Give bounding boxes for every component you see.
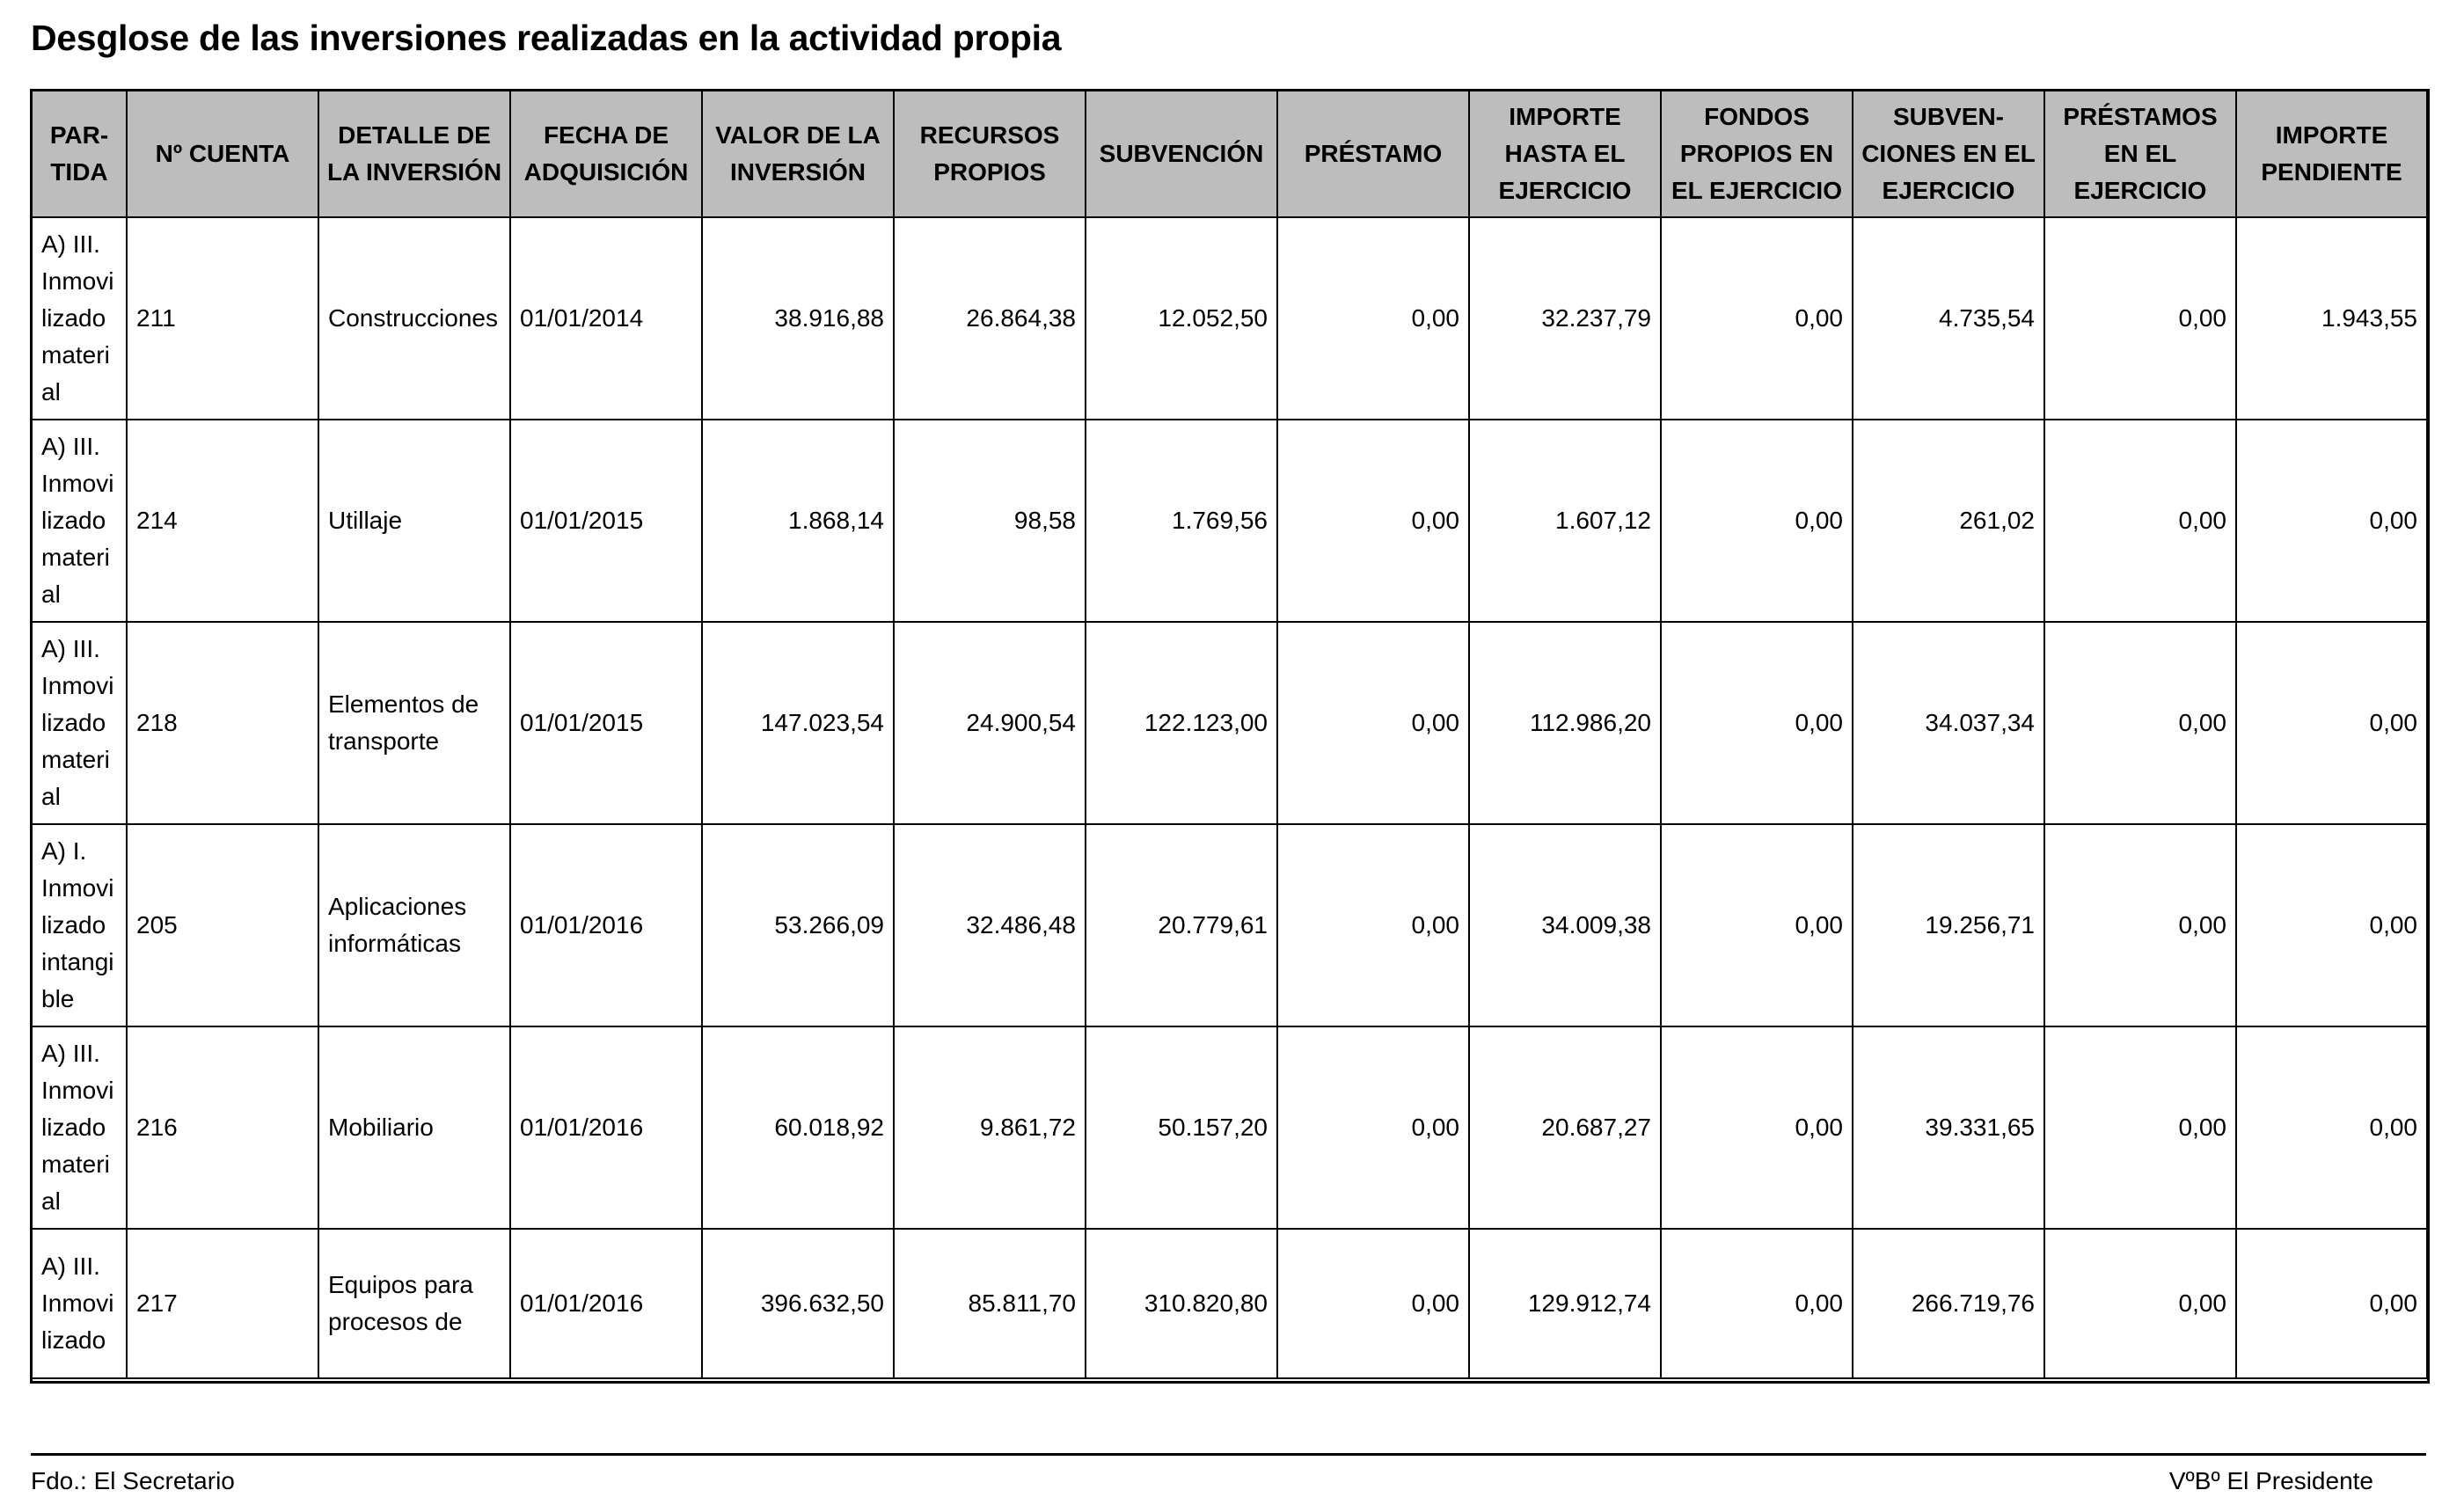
cell-partida: A) III. Inmovi lizado	[32, 1229, 127, 1378]
cell-prestamos-ejercicio: 0,00	[2044, 1026, 2236, 1229]
cell-detalle: Aplicaciones informáticas	[318, 824, 510, 1026]
cell-recursos: 98,58	[894, 420, 1086, 622]
cell-importe-pendiente: 0,00	[2236, 420, 2427, 622]
cell-detalle: Utillaje	[318, 420, 510, 622]
cell-cuenta: 214	[127, 420, 318, 622]
cell-cuenta: 216	[127, 1026, 318, 1229]
cell-subvencion: 1.769,56	[1086, 420, 1277, 622]
header-prestamo: PRÉSTAMO	[1277, 91, 1469, 217]
cell-partida: A) III. Inmovi lizado materi al	[32, 1026, 127, 1229]
cell-detalle: Mobiliario	[318, 1026, 510, 1229]
cell-subvencion: 12.052,50	[1086, 217, 1277, 420]
cell-valor: 147.023,54	[702, 622, 894, 824]
cell-fecha: 01/01/2016	[510, 1229, 702, 1378]
header-partida: PAR- TIDA	[32, 91, 127, 217]
header-subvencion: SUBVENCIÓN	[1086, 91, 1277, 217]
cell-importe-pendiente: 0,00	[2236, 622, 2427, 824]
cell-cuenta: 205	[127, 824, 318, 1026]
cell-valor: 396.632,50	[702, 1229, 894, 1378]
cell-importe-pendiente: 1.943,55	[2236, 217, 2427, 420]
cell-subvenciones-ejercicio: 34.037,34	[1853, 622, 2044, 824]
table-row	[32, 824, 2427, 1026]
header-subvenciones-ejercicio: SUBVEN- CIONES EN EL EJERCICIO	[1853, 91, 2044, 217]
footer-divider	[31, 1453, 2426, 1456]
cell-recursos: 24.900,54	[894, 622, 1086, 824]
cell-partida: A) III. Inmovi lizado materi al	[32, 217, 127, 420]
cell-valor: 53.266,09	[702, 824, 894, 1026]
cell-subvenciones-ejercicio: 39.331,65	[1853, 1026, 2044, 1229]
table-row	[32, 420, 2427, 622]
footer-presidente: VºBº El Presidente	[2168, 1467, 2373, 1494]
cell-valor: 38.916,88	[702, 217, 894, 420]
investments-table	[31, 90, 2428, 1379]
cell-importe-hasta: 20.687,27	[1469, 1026, 1661, 1229]
cell-partida: A) III. Inmovi lizado materi al	[32, 622, 127, 824]
cell-cuenta: 217	[127, 1229, 318, 1378]
cell-fecha: 01/01/2016	[510, 1026, 702, 1229]
table-row	[32, 1026, 2427, 1229]
cell-importe-pendiente: 0,00	[2236, 1026, 2427, 1229]
header-fondos-propios: FONDOS PROPIOS EN EL EJERCICIO	[1661, 91, 1853, 217]
table-row	[32, 1229, 2427, 1378]
header-fecha: FECHA DE ADQUISICIÓN	[510, 91, 702, 217]
cell-fondos-propios: 0,00	[1661, 622, 1853, 824]
page-title: Desglose de las inversiones realizadas en la actividad propia	[31, 18, 1062, 58]
cell-detalle: Construcciones	[318, 217, 510, 420]
cell-fecha: 01/01/2015	[510, 622, 702, 824]
cell-prestamos-ejercicio: 0,00	[2044, 1229, 2236, 1378]
header-recursos: RECURSOS PROPIOS	[894, 91, 1086, 217]
header-valor: VALOR DE LA INVERSIÓN	[702, 91, 894, 217]
cell-detalle: Equipos para procesos de	[318, 1229, 510, 1378]
table-header-row	[32, 91, 2427, 217]
cell-valor: 60.018,92	[702, 1026, 894, 1229]
cell-importe-hasta: 129.912,74	[1469, 1229, 1661, 1378]
header-importe-hasta: IMPORTE HASTA EL EJERCICIO	[1469, 91, 1661, 217]
cell-importe-hasta: 32.237,79	[1469, 217, 1661, 420]
cell-importe-pendiente: 0,00	[2236, 1229, 2427, 1378]
cell-prestamo: 0,00	[1277, 217, 1469, 420]
cell-prestamo: 0,00	[1277, 1229, 1469, 1378]
cell-fondos-propios: 0,00	[1661, 217, 1853, 420]
cell-prestamos-ejercicio: 0,00	[2044, 622, 2236, 824]
cell-subvenciones-ejercicio: 266.719,76	[1853, 1229, 2044, 1378]
cell-valor: 1.868,14	[702, 420, 894, 622]
cell-prestamo: 0,00	[1277, 1026, 1469, 1229]
cell-fondos-propios: 0,00	[1661, 420, 1853, 622]
table-row	[32, 217, 2427, 420]
cell-fondos-propios: 0,00	[1661, 1229, 1853, 1378]
cell-fecha: 01/01/2016	[510, 824, 702, 1026]
cell-prestamos-ejercicio: 0,00	[2044, 824, 2236, 1026]
cell-importe-hasta: 34.009,38	[1469, 824, 1661, 1026]
cell-subvenciones-ejercicio: 261,02	[1853, 420, 2044, 622]
cell-cuenta: 211	[127, 217, 318, 420]
footer-secretario: Fdo.: El Secretario	[31, 1467, 235, 1494]
cell-subvencion: 20.779,61	[1086, 824, 1277, 1026]
header-prestamos-ejercicio: PRÉSTAMOS EN EL EJERCICIO	[2044, 91, 2236, 217]
cell-prestamo: 0,00	[1277, 622, 1469, 824]
cell-cuenta: 218	[127, 622, 318, 824]
table-row	[32, 622, 2427, 824]
cell-detalle: Elementos de transporte	[318, 622, 510, 824]
cell-recursos: 32.486,48	[894, 824, 1086, 1026]
cell-recursos: 26.864,38	[894, 217, 1086, 420]
cell-subvenciones-ejercicio: 19.256,71	[1853, 824, 2044, 1026]
cell-importe-hasta: 1.607,12	[1469, 420, 1661, 622]
cell-fecha: 01/01/2015	[510, 420, 702, 622]
cell-subvenciones-ejercicio: 4.735,54	[1853, 217, 2044, 420]
cell-importe-hasta: 112.986,20	[1469, 622, 1661, 824]
cell-fecha: 01/01/2014	[510, 217, 702, 420]
header-cuenta: Nº CUENTA	[127, 91, 318, 217]
cell-importe-pendiente: 0,00	[2236, 824, 2427, 1026]
cell-recursos: 85.811,70	[894, 1229, 1086, 1378]
header-detalle: DETALLE DE LA INVERSIÓN	[318, 91, 510, 217]
header-importe-pendiente: IMPORTE PENDIENTE	[2236, 91, 2427, 217]
cell-fondos-propios: 0,00	[1661, 824, 1853, 1026]
cell-subvencion: 310.820,80	[1086, 1229, 1277, 1378]
cell-prestamo: 0,00	[1277, 420, 1469, 622]
cell-recursos: 9.861,72	[894, 1026, 1086, 1229]
cell-subvencion: 122.123,00	[1086, 622, 1277, 824]
cell-prestamo: 0,00	[1277, 824, 1469, 1026]
cell-partida: A) I. Inmovi lizado intangi ble	[32, 824, 127, 1026]
cell-subvencion: 50.157,20	[1086, 1026, 1277, 1229]
cell-fondos-propios: 0,00	[1661, 1026, 1853, 1229]
cell-partida: A) III. Inmovi lizado materi al	[32, 420, 127, 622]
cell-prestamos-ejercicio: 0,00	[2044, 217, 2236, 420]
cell-prestamos-ejercicio: 0,00	[2044, 420, 2236, 622]
